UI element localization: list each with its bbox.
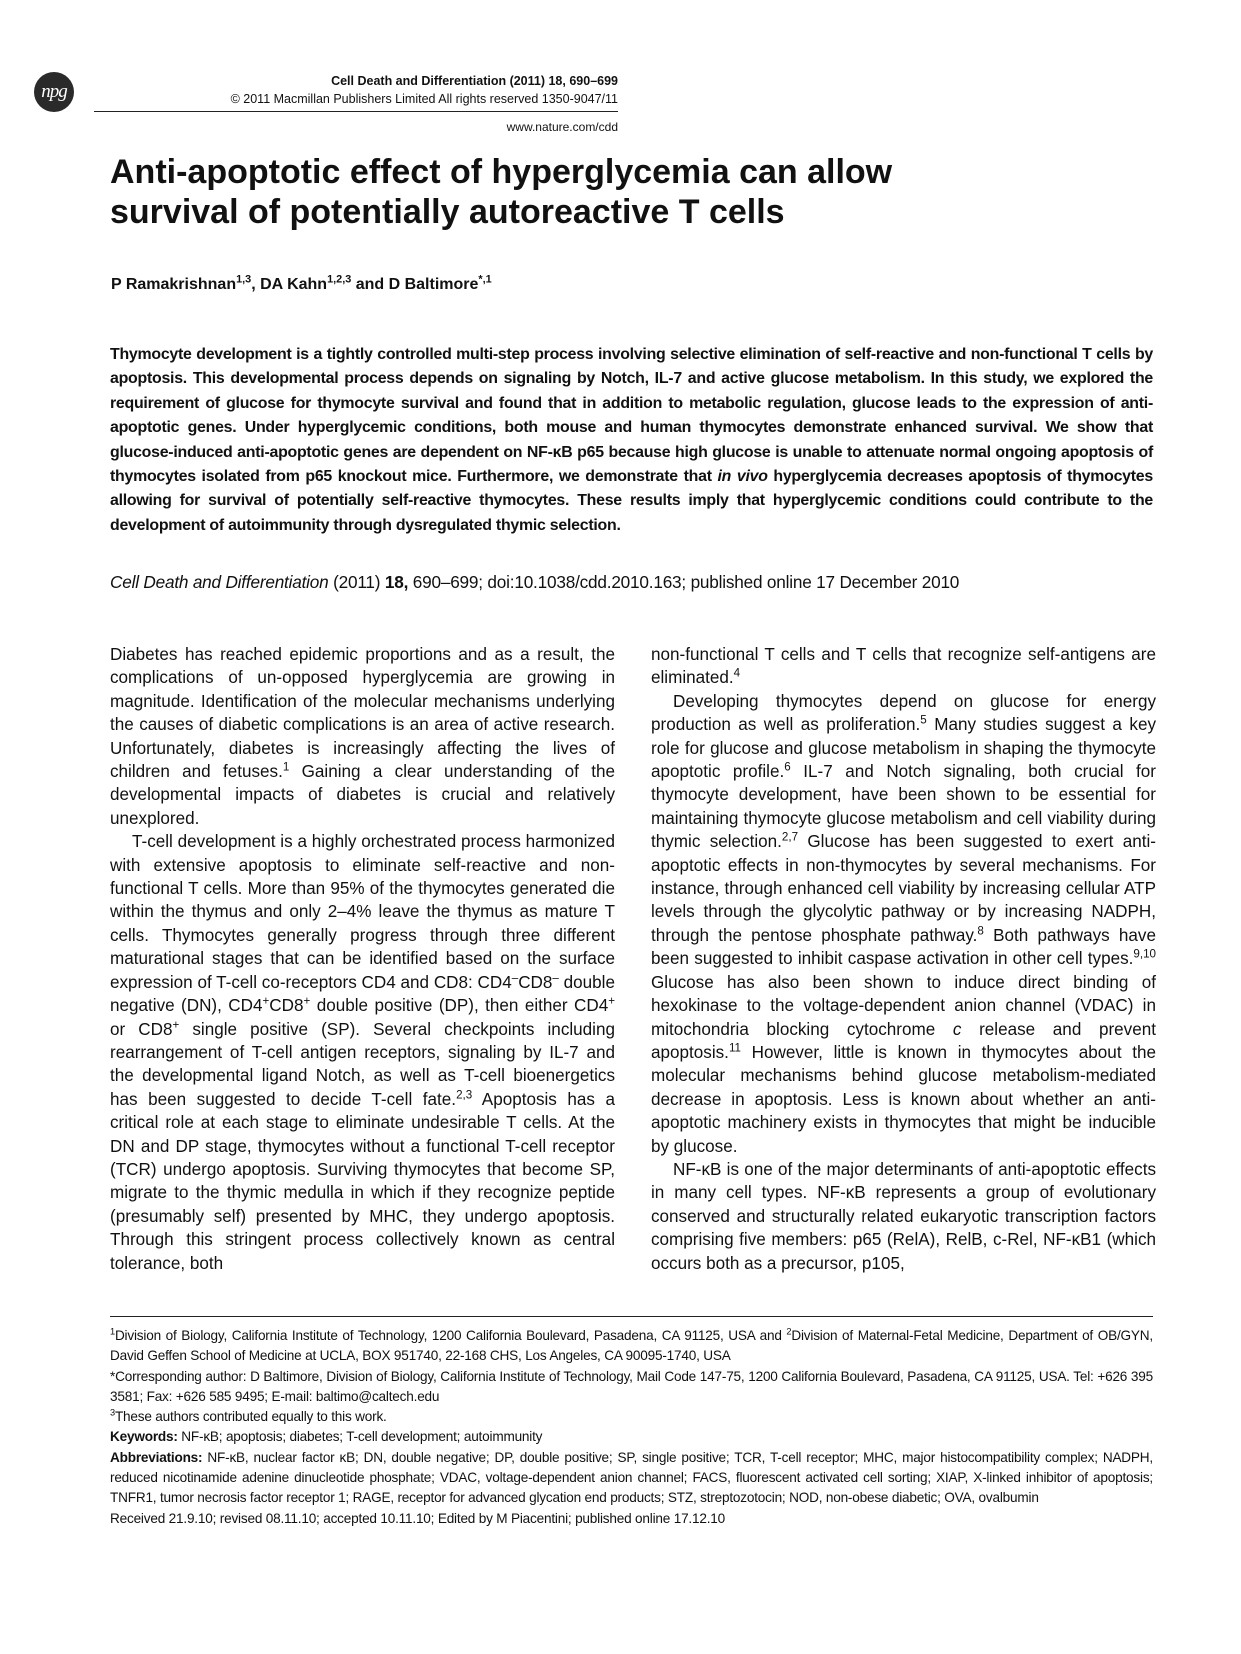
- header-rule: [94, 111, 618, 112]
- journal-url[interactable]: www.nature.com/cdd: [506, 120, 618, 134]
- affiliation-marker: 1: [110, 1326, 115, 1337]
- reference[interactable]: 9,10: [1133, 947, 1156, 961]
- title-line-2: survival of potentially autoreactive T cells: [110, 193, 785, 231]
- equal-contribution-text: These authors contributed equally to this work.: [114, 1409, 387, 1425]
- body-column-right: [651, 643, 1156, 1275]
- citation-volume: 18,: [384, 572, 409, 592]
- affiliation-text: Division of Maternal-Fetal Medicine, Department of OB/GYN, David Geffen School of Medicine at UCLA, BOX 951740, 22-168 CHS, Los Angeles, CA 90095-1740, USA: [110, 1328, 1153, 1364]
- footnote-rule: [110, 1316, 1153, 1317]
- body-text: Developing thymocytes depend on glucose for energy production as well as proliferation.: [651, 691, 1156, 735]
- body-text: release and prevent apoptosis.: [651, 1019, 1156, 1062]
- body-text: Gaining a clear understanding of the developmental impacts of diabetes is crucial and relatively unexplored.: [110, 762, 615, 828]
- reference[interactable]: 2,3: [456, 1088, 473, 1102]
- body-text: Apoptosis has a critical role at each stage to eliminate undesirable T cells. At the DN and DP stage, thymocytes without a functional T-cell receptor (TCR) undergo apoptosis. Surviving thymocytes that become SP, migrate to the thymic medulla in which if they recognize peptide (presumably self) presented by MHC, they undergo apoptosis. Through this stringent process collectively known as central tolerance, both: [110, 1089, 615, 1273]
- body-text: NF-κB is one of the major determinants of anti-apoptotic effects in many cell types. NF-κB represents a group of evolutionary conserved and structurally related eukaryotic transcription factors comprising five members: p65 (RelA), RelB, c-Rel, NF-κB1 (which occurs both as a precursor, p105,: [651, 1159, 1156, 1273]
- reference[interactable]: 5: [920, 713, 927, 727]
- superscript: +: [172, 1017, 180, 1031]
- corresponding-author: *Corresponding author: D Baltimore, Division of Biology, California Institute of Technology, Mail Code 147-75, 1200 California Boulevard, Pasadena, CA 91125, USA. Tel: +626 395 3581; Fax: +626 585 9495; E-mail: baltimo@caltech.edu: [110, 1368, 1153, 1404]
- superscript: –: [511, 971, 519, 984]
- abstract: [110, 343, 1153, 538]
- affiliation-text: Division of Biology, California Institute of Technology, 1200 California Boulevard, Pasadena, CA 91125, USA and: [114, 1328, 787, 1343]
- reference[interactable]: 6: [784, 760, 791, 774]
- body-paragraph: [110, 830, 615, 1275]
- superscript: +: [262, 994, 270, 1008]
- body-text: double negative (DN), CD4: [110, 972, 615, 1016]
- affiliation-marker: 2: [786, 1326, 792, 1337]
- author-name: P Ramakrishnan: [111, 276, 237, 293]
- keywords: [110, 1427, 1153, 1447]
- body-text: double positive (DP), then either CD4: [310, 996, 609, 1016]
- body-paragraph: [651, 690, 1156, 1158]
- author-affiliation: *,1: [478, 273, 492, 286]
- body-text: Glucose has been suggested to exert anti-apoptotic effects in non-thymocytes by several mechanisms. For instance, through enhanced cell viability by increasing cellular ATP levels through the glycolytic pathway or by increasing NADPH, through the pentose phosphate pathway.: [651, 832, 1156, 945]
- abstract-text: hyperglycemia decreases apoptosis of thymocytes allowing for survival of potentially self-reactive thymocytes. These results imply that hyperglycemic conditions could contribute to the development of autoimmunity through dysregulated thymic selection.: [110, 468, 1153, 534]
- superscript: +: [303, 994, 311, 1008]
- article-title: [110, 152, 1110, 232]
- body-text: Diabetes has reached epidemic proportions and as a result, the complications of un-opposed hyperglycemia are growing in magnitude. Identification of the molecular mechanisms underlying the causes of diabetic complications is an area of active research. Unfortunately, diabetes is increasingly affecting the lives of children and fetuses.: [110, 645, 615, 782]
- body-text: T-cell development is a highly orchestrated process harmonized with extensive apoptosis to eliminate self-reactive and non-functional T cells. More than 95% of the thymocytes generated die within the thymus and only 2–4% leave the thymus as mature T cells. Thymocytes generally progress through three different maturational stages that can be identified based on the surface expression of T-cell co-receptors CD4 and CD8: CD4: [110, 832, 615, 992]
- keywords-text: NF-κB; apoptosis; diabetes; T-cell development; autoimmunity: [177, 1429, 543, 1445]
- body-text: Glucose has also been shown to induce direct binding of hexokinase to the voltage-dependent anion channel (VDAC) in mitochondria blocking cytochrome: [651, 972, 1156, 1039]
- body-text: CD8: [269, 996, 304, 1016]
- body-paragraph: [110, 643, 615, 830]
- equal-contribution-note: [110, 1407, 1153, 1427]
- author-name: , DA Kahn: [251, 276, 328, 293]
- author-name: and D Baltimore: [351, 276, 479, 293]
- copyright-line: © 2011 Macmillan Publishers Limited All rights reserved 1350-9047/11: [230, 92, 618, 106]
- abstract-text: Thymocyte development is a tightly controlled multi-step process involving selective elimination of self-reactive and non-functional T cells by apoptosis. This developmental process depends on signaling by Notch, IL-7 and active glucose metabolism. In this study, we explored the requirement of glucose for thymocyte survival and found that in addition to metabolic regulation, glucose leads to the expression of anti-apoptotic genes. Under hyperglycemic conditions, both mouse and human thymocytes demonstrate enhanced survival. We show that glucose-induced anti-apoptotic genes are dependent on NF-κB p65 because high glucose is unable to attenuate normal ongoing apoptosis of thymocytes isolated from p65 knockout mice. Furthermore, we demonstrate that: [110, 346, 1153, 486]
- body-text: non-functional T cells and T cells that recognize self-antigens are eliminated.: [651, 645, 1156, 688]
- reference[interactable]: 2,7: [781, 830, 799, 844]
- body-text: However, little is known in thymocytes about the molecular mechanisms behind glucose metabolism-mediated decrease in apoptosis. Less is known about whether an anti-apoptotic machinery exists in thymocytes that might be inducible by glucose.: [651, 1042, 1156, 1156]
- abstract-italic: in vivo: [717, 468, 768, 486]
- author-affiliation: 1,2,3: [327, 273, 352, 286]
- body-text: IL-7 and Notch signaling, both crucial for thymocyte development, have been shown to be essential for maintaining thymocyte glucose metabolism and cell viability during thymic selection.: [651, 762, 1156, 852]
- footnotes: [110, 1326, 1153, 1529]
- body-text: single positive (SP). Several checkpoints including rearrangement of T-cell antigen receptors, signaling by IL-7 and the developmental ligand Notch, as well as T-cell bioenergetics has been suggested to decide T-cell fate.: [110, 1019, 615, 1109]
- superscript: +: [608, 994, 615, 1008]
- body-text: Many studies suggest a key role for glucose and glucose metabolism in shaping the thymocyte apoptotic profile.: [651, 715, 1156, 782]
- body-text: or CD8: [110, 1019, 173, 1039]
- title-line-1: Anti-apoptotic effect of hyperglycemia can allow: [110, 153, 893, 191]
- abbreviations: [110, 1448, 1153, 1509]
- superscript: –: [552, 971, 559, 984]
- affiliations: [110, 1326, 1153, 1367]
- reference[interactable]: 11: [728, 1041, 741, 1055]
- body-column-left: [110, 643, 615, 1275]
- affiliation-marker: 3: [110, 1407, 115, 1418]
- keywords-label: Keywords:: [110, 1429, 178, 1445]
- author-list: [111, 273, 492, 294]
- journal-line: Cell Death and Differentiation (2011) 18, 690–699: [331, 74, 618, 88]
- citation-doi: 690–699; doi:10.1038/cdd.2010.163; published online 17 December 2010: [408, 572, 960, 592]
- publisher-logo: npg: [34, 72, 74, 112]
- citation-year: (2011): [328, 572, 385, 592]
- author-affiliation: 1,3: [236, 273, 252, 286]
- reference[interactable]: 8: [977, 924, 984, 938]
- body-italic: c: [952, 1019, 962, 1039]
- body-paragraph: [651, 1158, 1156, 1275]
- citation-journal: Cell Death and Differentiation: [110, 572, 329, 592]
- body-text: CD8: [518, 972, 553, 992]
- body-paragraph: [651, 643, 1156, 690]
- abbreviations-label: Abbreviations:: [110, 1449, 203, 1465]
- reference[interactable]: 1: [282, 760, 290, 774]
- received-dates: Received 21.9.10; revised 08.11.10; accepted 10.11.10; Edited by M Piacentini; published online 17.12.10: [110, 1510, 726, 1526]
- abbreviations-text: NF-κB, nuclear factor κB; DN, double negative; DP, double positive; SP, single positive; TCR, T-cell receptor; MHC, major histocompatibility complex; NADPH, reduced nicotinamide adenine dinucleotide phosphate; VDAC, voltage-dependent anion channel; FACS, fluorescent activated cell sorting; XIAP, X-linked inhibitor of apoptosis; TNFR1, tumor necrosis factor receptor 1; RAGE, receptor for advanced glycation end products; STZ, streptozotocin; NOD, non-obese diabetic; OVA, ovalbumin: [110, 1449, 1153, 1506]
- citation-line: [110, 570, 1153, 594]
- reference[interactable]: 4: [733, 666, 741, 680]
- body-text: Both pathways have been suggested to inhibit caspase activation in other cell types.: [651, 925, 1156, 969]
